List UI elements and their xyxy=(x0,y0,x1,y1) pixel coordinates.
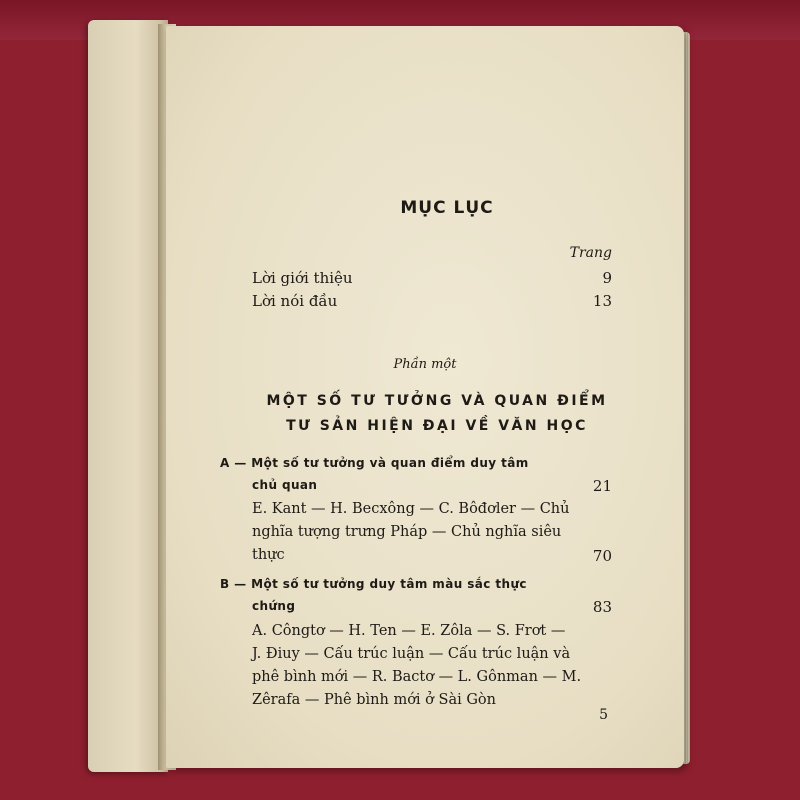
toc-page xyxy=(166,26,684,768)
section-a-sub-line-2: nghĩa tượng trưng Pháp — Chủ nghĩa siêu xyxy=(252,524,562,540)
part-title-line-1: MỘT SỐ TƯ TƯỞNG VÀ QUAN ĐIỂM xyxy=(266,393,608,409)
section-b-sub-line-2: J. Điuy — Cấu trúc luận — Cấu trúc luận và xyxy=(252,646,571,662)
section-a-sub-line-1: E. Kant — H. Becxông — C. Bôđơler — Chủ xyxy=(252,501,570,517)
page-number: 5 xyxy=(599,707,608,723)
section-a-sub-page: 70 xyxy=(592,547,612,565)
toc-entry-preface-page: 13 xyxy=(592,292,612,310)
section-b-sub-line-3: phê bình mới — R. Bactơ — L. Gônman — M. xyxy=(252,669,582,685)
section-b-sub-line-4: Zêrafa — Phê bình mới ở Sài Gòn xyxy=(252,692,496,708)
section-b-page: 83 xyxy=(592,598,612,616)
section-b-title-line-2: chứng xyxy=(252,599,296,613)
section-a-title-line-1: A — Một số tư tưởng và quan điểm duy tâm xyxy=(220,456,529,470)
section-b-title-line-1: B — Một số tư tưởng duy tâm màu sắc thực xyxy=(220,577,527,591)
toc-entry-intro-page: 9 xyxy=(602,269,612,287)
toc-entry-intro-label: Lời giới thiệu xyxy=(252,269,353,287)
section-a-sub-line-3: thực xyxy=(252,547,285,563)
section-b-sub-line-1: A. Côngtơ — H. Ten — E. Zôla — S. Frơt — xyxy=(252,623,566,639)
toc-heading: MỤC LỤC xyxy=(400,198,494,218)
section-a-title-line-2: chủ quan xyxy=(252,478,318,492)
toc-entry-preface-label: Lời nói đầu xyxy=(252,292,338,310)
page-column-label: Trang xyxy=(569,245,612,261)
left-page xyxy=(88,20,168,772)
section-a-page: 21 xyxy=(592,477,612,495)
part-label: Phần một xyxy=(393,357,457,372)
part-title-line-2: TƯ SẢN HIỆN ĐẠI VỀ VĂN HỌC xyxy=(286,418,588,434)
